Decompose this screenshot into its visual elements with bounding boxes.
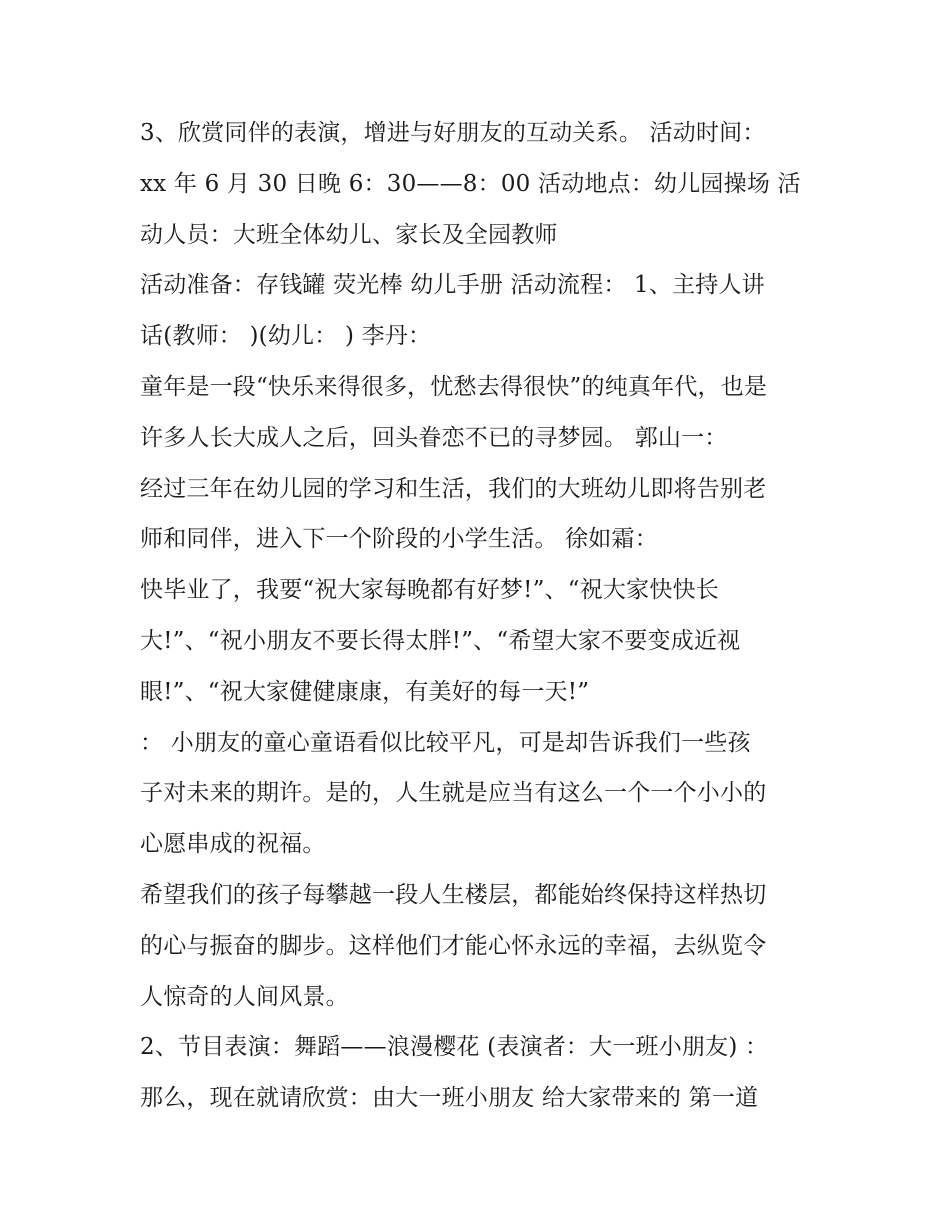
text-line: 许多人长大成人之后，回头眷恋不已的寻梦园。 郭山一：	[140, 424, 728, 451]
text-line: 话(教师： )(幼儿： ) 李丹：	[140, 323, 432, 350]
document-body	[140, 108, 830, 1124]
text-line: 童年是一段“快乐来得很多，忧愁去得很快”的纯真年代，也是	[140, 373, 768, 400]
text-line: 3、欣赏同伴的表演，增进与好朋友的互动关系。 活动时间：	[140, 120, 766, 146]
text-line: 经过三年在幼儿园的学习和生活，我们的大班幼儿即将告别老	[140, 475, 767, 502]
text-line: 大!”、“祝小朋友不要长得太胖!”、“希望大家不要变成近视	[140, 627, 741, 654]
text-line: 人惊奇的人间风景。	[140, 983, 349, 1010]
text-line: 活动准备：存钱罐 荧光棒 幼儿手册 活动流程： 1、主持人讲	[140, 272, 765, 299]
text-line: 那么，现在就请欣赏：由大一班小朋友 给大家带来的 第一道	[140, 1085, 759, 1112]
text-line: 2、节目表演：舞蹈——浪漫樱花 (表演者：大一班小朋友) ：	[140, 1034, 769, 1061]
text-line: 子对未来的期许。是的，人生就是应当有这么一个一个小小的	[140, 780, 767, 807]
text-line: 眼!”、“祝大家健健康康，有美好的每一天!”	[140, 678, 590, 705]
text-line: 希望我们的孩子每攀越一段人生楼层，都能始终保持这样热切	[140, 881, 767, 908]
text-line: 快毕业了，我要“祝大家每晚都有好梦!”、“祝大家快快长	[140, 577, 719, 604]
text-line: 动人员：大班全体幼儿、家长及全园教师	[140, 221, 558, 248]
text-line: 师和同伴，进入下一个阶段的小学生活。 徐如霜：	[140, 526, 658, 553]
text-line: 的心与振奋的脚步。这样他们才能心怀永远的幸福，去纵览令	[140, 932, 767, 959]
text-line: xx 年 6 月 30 日晚 6：30——8：00 活动地点：幼儿园操场 活	[140, 170, 801, 197]
text-line: 心愿串成的祝福。	[140, 831, 326, 858]
text-line: ： 小朋友的童心童语看似比较平凡，可是却告诉我们一些孩	[140, 729, 751, 756]
